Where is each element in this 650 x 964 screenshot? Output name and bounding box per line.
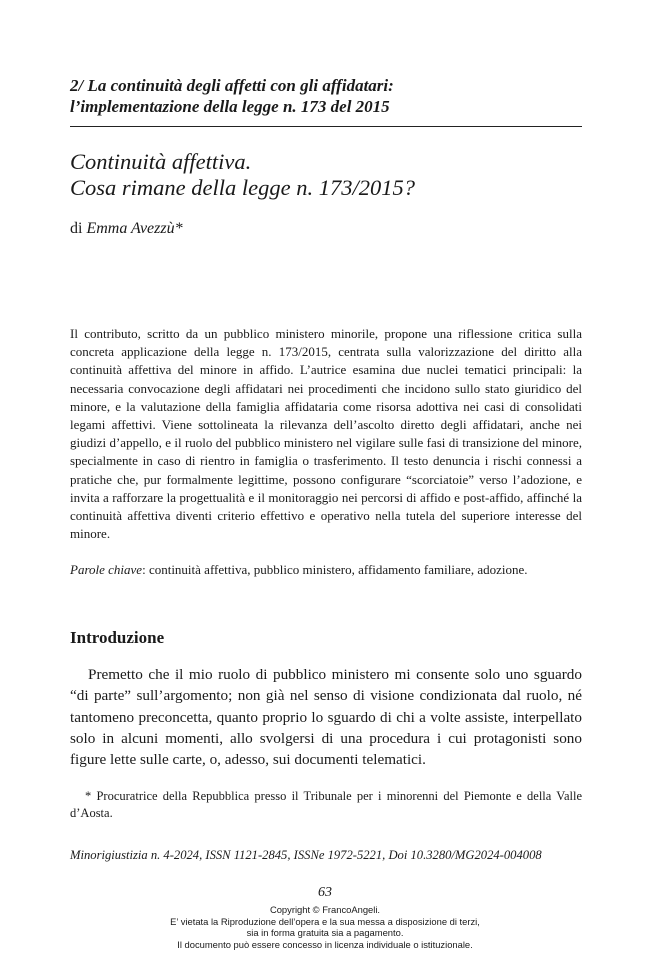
- introduction-heading: Introduzione: [70, 628, 165, 647]
- author-name: Emma Avezzù*: [86, 220, 183, 237]
- keywords: [70, 561, 582, 579]
- author-footnote: * Procuratrice della Repubblica presso il Tribunale per i minorenni del Piemonte e della Valle d’Aosta.: [70, 789, 582, 820]
- section-divider: [70, 126, 582, 127]
- page-number: 63: [318, 885, 332, 900]
- journal-citation: Minorigiustizia n. 4-2024, ISSN 1121-2845, ISSNe 1972-5221, Doi 10.3280/MG2024-004008: [70, 848, 542, 862]
- copyright-line3: sia in forma gratuita sia a pagamento.: [246, 927, 404, 938]
- introduction-paragraph: Premetto che il mio ruolo di pubblico ministero mi consente solo uno sguardo “di parte” sull’argomento; non già nel senso di visione condizionata dal ruolo, né tantomeno preconcetta, quanto proprio lo sguardo di chi a volte assiste, interpellato solo in alcuni momenti, allo svolgersi di una procedura i cui protagonisti sono figure lette sulle carte, o, adesso, sui documenti telematici.: [70, 666, 582, 769]
- byline: [70, 220, 183, 238]
- article-title: [70, 149, 590, 201]
- article-title-line1: Continuità affettiva.: [70, 149, 252, 174]
- section-header-line2: l’implementazione della legge n. 173 del 2015: [70, 97, 390, 116]
- keywords-label: Parole chiave: [70, 562, 143, 577]
- section-header-line1: 2/ La continuità degli affetti con gli affidatari:: [70, 76, 394, 95]
- copyright-line2: E’ vietata la Riproduzione dell’opera e la sua messa a disposizione di terzi,: [170, 915, 480, 927]
- section-header: [70, 75, 582, 117]
- abstract: Il contributo, scritto da un pubblico ministero minorile, propone una riflessione critica sulla concreta applicazione della legge n. 173/2015, centrata sulla valorizzazione del diritto alla continuità affettiva del minore in affido. L’autrice esamina due nuclei tematici principali: la necessaria convocazione degli affidatari nei procedimenti che incidono sullo stato giuridico del minore, e la valutazione della famiglia affidataria come risorsa adottiva nei casi di consolidati legami affettivi. Viene sottolineata la rilevanza dell’ascolto diretto degli affidatari, anche nei giudizi d’appello, e il ruolo del pubblico ministero nel vigilare sulle fasi di transizione del minore, specialmente in caso di rientro in famiglia o trasferimento. Il testo denuncia i rischi connessi a pratiche che, pur formalmente legittime, possono configurare “scorciatoie” verso l’adozione, e invita a rafforzare la progettualità e il monitoraggio nei percorsi di affido e post-affido, affinché la continuità affettiva diventi criterio effettivo e operativo nella tutela del superiore interesse del minore.: [70, 326, 582, 542]
- copyright-line4: Il documento può essere concesso in licenza individuale o istituzionale.: [177, 938, 473, 950]
- byline-prefix: di: [70, 220, 87, 237]
- article-title-line2: Cosa rimane della legge n. 173/2015?: [70, 175, 415, 200]
- copyright-line1: Copyright © FrancoAngeli.: [269, 904, 381, 915]
- copyright-notice: [0, 904, 650, 950]
- keywords-text: : continuità affettiva, pubblico ministero, affidamento familiare, adozione.: [142, 562, 528, 577]
